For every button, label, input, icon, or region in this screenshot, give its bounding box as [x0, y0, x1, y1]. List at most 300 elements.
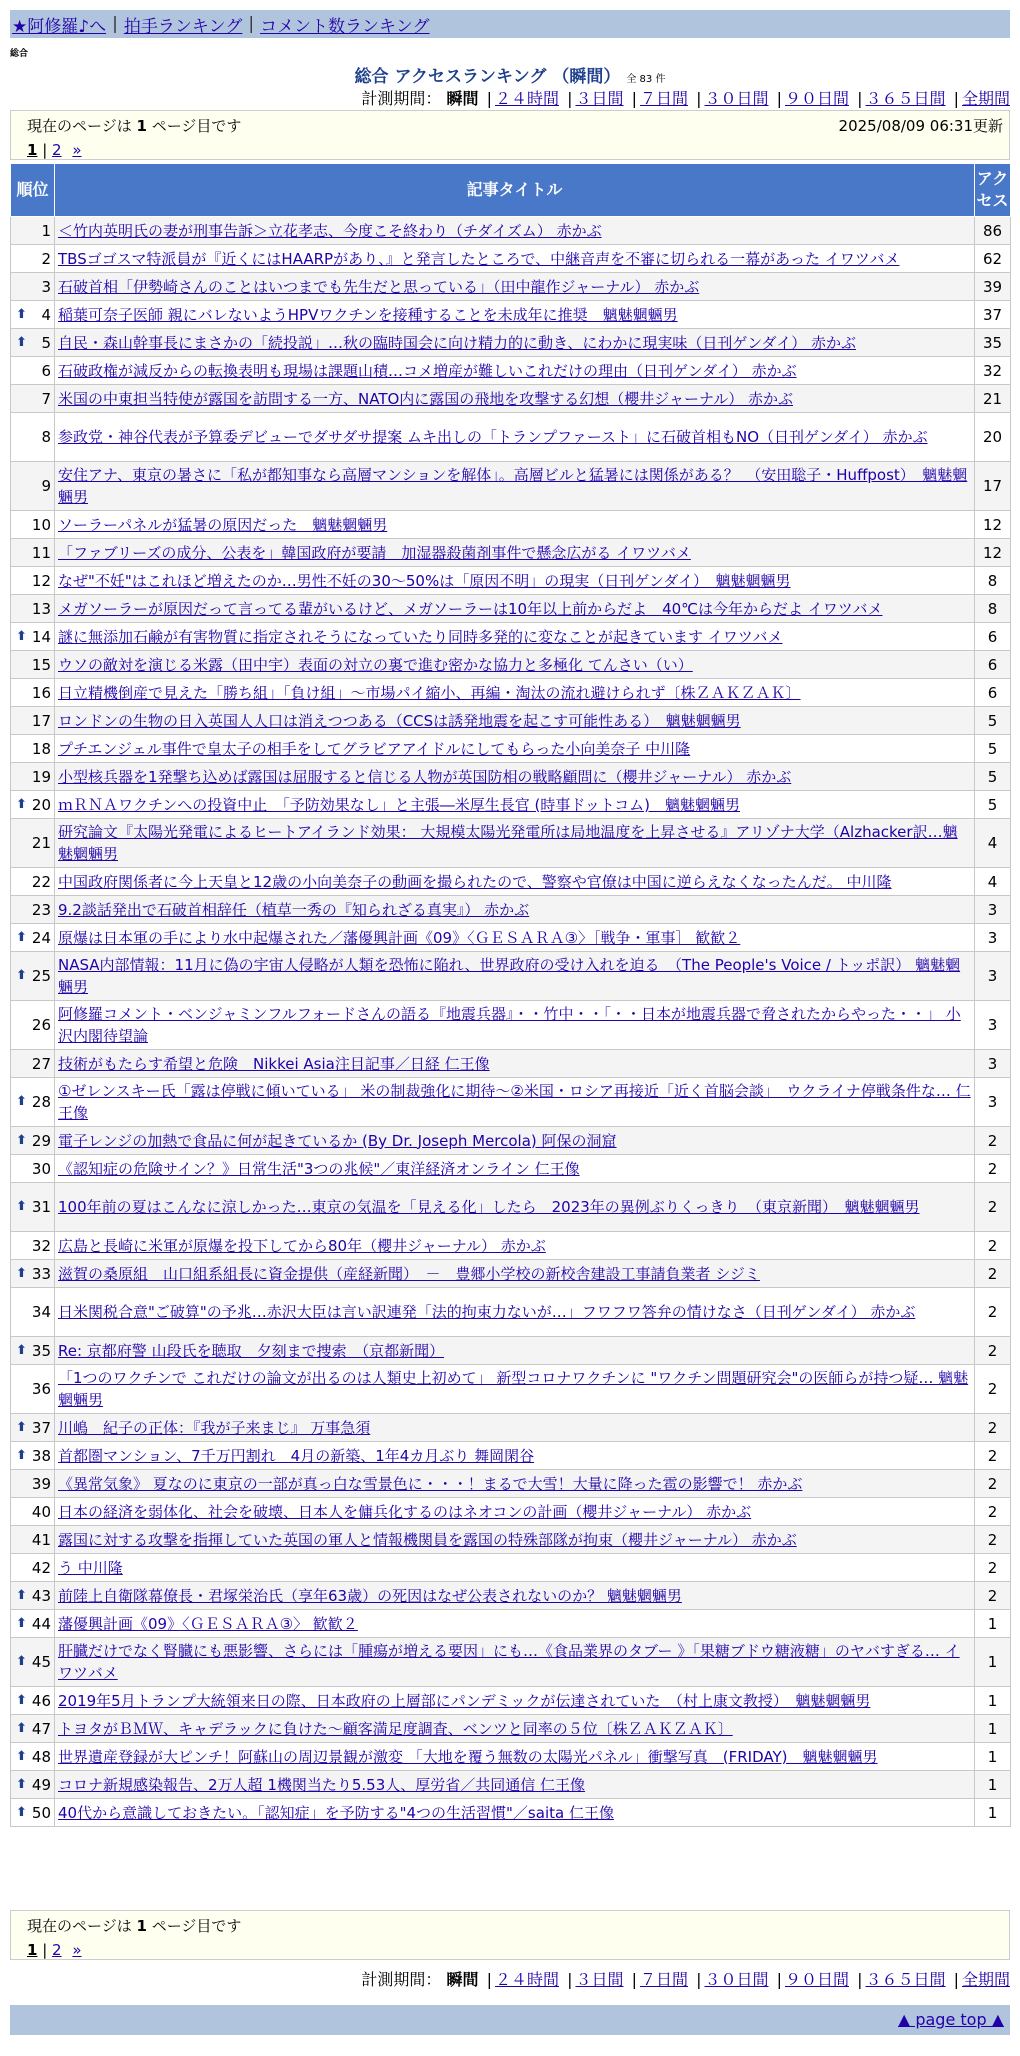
table-row — [11, 1337, 1011, 1365]
article-link[interactable]: Re: 京都府警 山段氏を聴取 夕刻まで捜索 （京都新聞） — [58, 1341, 445, 1360]
rank-number: 42 — [31, 1558, 51, 1577]
rank-cell — [11, 623, 55, 651]
title-cell — [55, 1554, 975, 1582]
page-title — [0, 62, 1020, 87]
rank-number: 49 — [31, 1775, 51, 1794]
article-link[interactable]: ウソの敵対を演じる米露（田中宇）表面の対立の裏で進む密かな協力と多極化 てんさい（い） — [58, 655, 693, 674]
period-365d[interactable]: ３６５日間 — [865, 1970, 946, 1989]
access-count: 3 — [975, 952, 1011, 1001]
table-row — [11, 217, 1011, 245]
article-link[interactable]: 「1つのワクチンで これだけの論文が出るのは人類史上初めて」 新型コロナワクチンに "ワクチン問題研究会"の医師らが持つ疑… 魑魅魍魎男 — [58, 1369, 969, 1409]
rank-number: 3 — [41, 277, 51, 296]
title-cell — [55, 511, 975, 539]
access-count: 32 — [975, 357, 1011, 385]
rank-cell — [11, 735, 55, 763]
rank-number: 35 — [31, 1341, 51, 1360]
rank-cell — [11, 763, 55, 791]
article-link[interactable]: 技術がもたらす希望と危険 Nikkei Asia注目記事／日経 仁王像 — [58, 1054, 490, 1073]
rank-cell — [11, 896, 55, 924]
period-365d[interactable]: ３６５日間 — [865, 89, 946, 108]
table-row — [11, 245, 1011, 273]
access-count: 2 — [975, 1288, 1011, 1337]
rank-cell — [11, 595, 55, 623]
table-row — [11, 1470, 1011, 1498]
table-row — [11, 651, 1011, 679]
page-2-link[interactable]: 2 — [52, 1941, 62, 1959]
article-link[interactable]: 電子レンジの加熱で食品に何が起きているか (By Dr. Joseph Mercola) 阿保の洞窟 — [58, 1131, 617, 1150]
article-link[interactable]: なぜ"不妊"はこれほど増えたのか…男性不妊の30～50%は「原因不明」の現実（日刊ゲンダイ） 魑魅魍魎男 — [58, 571, 791, 590]
table-row — [11, 567, 1011, 595]
rank-cell — [11, 1078, 55, 1127]
access-count: 4 — [975, 868, 1011, 896]
page-info-top — [10, 110, 1010, 160]
rank-number: 48 — [31, 1747, 51, 1766]
rank-number: 20 — [31, 795, 51, 814]
rank-number: 39 — [31, 1474, 51, 1493]
title-cell — [55, 1050, 975, 1078]
rank-cell — [11, 679, 55, 707]
access-count: 6 — [975, 623, 1011, 651]
title-cell — [55, 357, 975, 385]
article-link[interactable]: 謎に無添加石鹸が有害物質に指定されそうになっていたり同時多発的に変なことが起きています イワツバメ — [58, 627, 783, 646]
period-all[interactable]: 全期間 — [961, 89, 1010, 108]
title-cell — [55, 1771, 975, 1799]
article-link[interactable]: トヨタがＢＭＷ、キャデラックに負けた～顧客満足度調査、ベンツと同率の５位〔株ＺＡＫＺＡＫ〕 — [58, 1719, 733, 1738]
table-row — [11, 385, 1011, 413]
rank-cell — [11, 1155, 55, 1183]
table-row — [11, 1582, 1011, 1610]
article-link[interactable]: プチエンジェル事件で皇太子の相手をしてグラビアアイドルにしてもらった小向美奈子 中川隆 — [58, 739, 691, 758]
period-30d[interactable]: ３０日間 — [704, 1970, 769, 1989]
rank-cell — [11, 1498, 55, 1526]
access-count: 4 — [975, 819, 1011, 868]
period-all[interactable]: 全期間 — [961, 1970, 1010, 1989]
period-3d[interactable]: ３日間 — [575, 89, 624, 108]
table-row — [11, 819, 1011, 868]
article-link[interactable]: 「ファブリーズの成分、公表を」韓国政府が要請 加湿器殺菌剤事件で懸念広がる イワツバメ — [58, 543, 691, 562]
title-cell — [55, 1183, 975, 1232]
table-row — [11, 1050, 1011, 1078]
table-row — [11, 1260, 1011, 1288]
article-link[interactable]: 世界遺産登録が大ピンチ！阿蘇山の周辺景観が激変 「大地を覆う無数の太陽光パネル」衝撃写真 (FRIDAY) 魑魅魍魎男 — [58, 1747, 878, 1766]
article-link[interactable]: ソーラーパネルが猛暑の原因だった 魑魅魍魎男 — [58, 515, 388, 534]
rank-up-arrow-icon: ⬆ — [16, 1720, 27, 1736]
period-30d[interactable]: ３０日間 — [704, 89, 769, 108]
total-count: 全 83 件 — [626, 74, 666, 85]
period-3d[interactable]: ３日間 — [575, 1970, 624, 1989]
title-cell — [55, 1078, 975, 1127]
rank-cell — [11, 1582, 55, 1610]
article-link[interactable]: 《異常気象》 夏なのに東京の一部が真っ白な雪景色に・・・！まるで大雪！大量に降った雹の影響で！ 赤かぶ — [58, 1474, 803, 1493]
table-row — [11, 329, 1011, 357]
table-row — [11, 924, 1011, 952]
title-cell — [55, 679, 975, 707]
title-cell — [55, 763, 975, 791]
table-row — [11, 707, 1011, 735]
rank-up-arrow-icon: ⬆ — [16, 1132, 27, 1148]
rank-number: 5 — [41, 333, 51, 352]
article-link[interactable]: ｍＲＮＡワクチンへの投資中止 「予防効果なし」と主張―米厚生長官 (時事ドットコム) 魑魅魍魎男 — [58, 795, 741, 814]
access-count: 39 — [975, 273, 1011, 301]
title-cell — [55, 707, 975, 735]
title-cell — [55, 1638, 975, 1687]
access-count: 2 — [975, 1183, 1011, 1232]
access-count: 2 — [975, 1127, 1011, 1155]
access-count: 1 — [975, 1715, 1011, 1743]
article-link[interactable]: 阿修羅コメント・ベンジャミンフルフォードさんの語る『地震兵器』・・竹中・・「・・日本が地震兵器で脅されたからやった・・」 小沢内閣待望論 — [58, 1005, 961, 1045]
rank-number: 46 — [31, 1691, 51, 1710]
table-row — [11, 763, 1011, 791]
page-top-link[interactable]: ▲ page top ▲ — [897, 2010, 1004, 2029]
rank-number: 16 — [31, 683, 51, 702]
title-cell — [55, 1582, 975, 1610]
article-link[interactable]: 小型核兵器を1発撃ち込めば露国は屈服すると信じる人物が英国防相の戦略顧問に（櫻井ジャーナル） 赤かぶ — [58, 767, 792, 786]
nav-link-clap-ranking[interactable]: 拍手ランキング — [123, 16, 243, 37]
rank-number: 47 — [31, 1719, 51, 1738]
rank-cell — [11, 511, 55, 539]
rank-up-arrow-icon: ⬆ — [16, 796, 27, 812]
article-link[interactable]: ①ゼレンスキー氏「露は停戦に傾いている」 米の制裁強化に期待～②米国・ロシア再接近「近く首脳会談」 ウクライナ停戦条件な… 仁王像 — [58, 1082, 971, 1122]
access-count: 62 — [975, 245, 1011, 273]
current-page-text: 現在のページは 1 ページ目です — [27, 117, 242, 135]
access-count: 3 — [975, 924, 1011, 952]
article-link[interactable]: 石破首相「伊勢崎さんのことはいつまでも先生だと思っている」（田中龍作ジャーナル） 赤かぶ — [58, 277, 700, 296]
table-row — [11, 1715, 1011, 1743]
article-link[interactable]: 米国の中東担当特使が露国を訪問する一方、NATO内に露国の飛地を攻撃する幻想（櫻井ジャーナル） 赤かぶ — [58, 389, 794, 408]
title-cell — [55, 1001, 975, 1050]
access-count: 3 — [975, 896, 1011, 924]
rank-number: 25 — [31, 967, 51, 985]
rank-up-arrow-icon: ⬆ — [16, 1447, 27, 1463]
article-link[interactable]: 9.2談話発出で石破首相辞任（植草一秀の『知られざる真実』） 赤かぶ — [58, 900, 530, 919]
article-link[interactable]: 露国に対する攻撃を指揮していた英国の軍人と情報機関員を露国の特殊部隊が拘束（櫻井ジャーナル） 赤かぶ — [58, 1530, 797, 1549]
article-link[interactable]: 研究論文『太陽光発電によるヒートアイランド効果： 大規模太陽光発電所は局地温度を上昇させる』アリゾナ大学（Alzhacker訳…魑魅魍魎男 — [58, 823, 958, 863]
article-link[interactable]: 中国政府関係者に今上天皇と12歳の小向美奈子の動画を撮られたので、警察や官僚は中国に逆らえなくなったんだ。 中川隆 — [58, 872, 892, 891]
rank-number: 12 — [31, 571, 51, 590]
rank-number: 2 — [41, 249, 51, 268]
access-count: 86 — [975, 217, 1011, 245]
article-link[interactable]: 藩優興計画《09》〈ＧＥＳＡＲＡ③〉 歓歓２ — [58, 1614, 358, 1633]
access-count: 2 — [975, 1365, 1011, 1414]
access-count: 1 — [975, 1799, 1011, 1827]
rank-number: 17 — [31, 711, 51, 730]
table-row — [11, 357, 1011, 385]
rank-cell — [11, 245, 55, 273]
rank-number: 31 — [31, 1198, 51, 1216]
article-link[interactable]: 自民・森山幹事長にまさかの「続投説」…秋の臨時国会に向け精力的に動き、にわかに現実味（日刊ゲンダイ） 赤かぶ — [58, 333, 856, 352]
article-link[interactable]: 肝臓だけでなく腎臓にも悪影響、さらには「腫瘍が増える要因」にも…《食品業界のタブー 》「果糖ブドウ糖液糖」のヤバすぎる… イワツバメ — [58, 1642, 960, 1682]
article-link[interactable]: 《認知症の危険サイン？》日常生活"3つの兆候"／東洋経済オンライン 仁王像 — [58, 1159, 580, 1178]
table-row — [11, 735, 1011, 763]
article-link[interactable]: コロナ新規感染報告、2万人超 1機関当たり5.53人、厚労省／共同通信 仁王像 — [58, 1775, 586, 1794]
nav-separator: | — [248, 14, 255, 34]
rank-cell — [11, 1001, 55, 1050]
title-cell — [55, 385, 975, 413]
period-24h[interactable]: ２４時間 — [494, 89, 559, 108]
rank-cell — [11, 1183, 55, 1232]
next-page-link[interactable]: » — [72, 141, 82, 159]
article-link[interactable]: 前陸上自衛隊幕僚長・君塚栄治氏（享年63歳）の死因はなぜ公表されないのか？ 魑魅魍魎男 — [58, 1586, 682, 1605]
table-row — [11, 868, 1011, 896]
table-row — [11, 1078, 1011, 1127]
article-link[interactable]: 石破政権が減反からの転換表明も現場は課題山積…コメ増産が難しいこれだけの理由（日刊ゲンダイ） 赤かぶ — [58, 361, 797, 380]
article-link[interactable]: 2019年5月トランプ大統領来日の際、日本政府の上層部にパンデミックが伝達されていた （村上康文教授） 魑魅魍魎男 — [58, 1691, 871, 1710]
rank-cell — [11, 651, 55, 679]
updated-time: 2025/08/09 06:31更新 — [838, 117, 1003, 135]
access-count: 2 — [975, 1526, 1011, 1554]
title-cell — [55, 924, 975, 952]
nav-link-asyura[interactable]: ★阿修羅♪へ — [12, 16, 107, 37]
table-row — [11, 1771, 1011, 1799]
rank-up-arrow-icon: ⬆ — [16, 1804, 27, 1820]
title-cell — [55, 567, 975, 595]
rank-number: 23 — [31, 900, 51, 919]
table-row — [11, 1365, 1011, 1414]
rank-cell — [11, 539, 55, 567]
rank-number: 27 — [31, 1054, 51, 1073]
rank-cell — [11, 1365, 55, 1414]
period-current: 瞬間 — [446, 89, 479, 108]
access-count: 1 — [975, 1743, 1011, 1771]
page-2-link[interactable]: 2 — [52, 141, 62, 159]
title-cell — [55, 952, 975, 1001]
rank-cell — [11, 1526, 55, 1554]
period-label: 計測期間： — [361, 1970, 442, 1989]
access-count: 1 — [975, 1687, 1011, 1715]
rank-up-arrow-icon: ⬆ — [16, 1265, 27, 1281]
period-90d[interactable]: ９０日間 — [784, 1970, 849, 1989]
rank-cell — [11, 301, 55, 329]
rank-number: 13 — [31, 599, 51, 618]
title-cell — [55, 1687, 975, 1715]
period-current: 瞬間 — [446, 1970, 479, 1989]
rank-up-arrow-icon: ⬆ — [16, 306, 27, 322]
access-count: 8 — [975, 567, 1011, 595]
period-label: 計測期間： — [361, 89, 442, 108]
table-row — [11, 1743, 1011, 1771]
rank-number: 1 — [41, 221, 51, 240]
access-count: 21 — [975, 385, 1011, 413]
access-count: 2 — [975, 1232, 1011, 1260]
rank-cell — [11, 1554, 55, 1582]
article-link[interactable]: 40代から意識しておきたい。「認知症」を予防する"4つの生活習慣"／saita 仁王像 — [58, 1803, 614, 1822]
pagination: 1 | 2 » — [27, 141, 82, 159]
ranking-table — [10, 163, 1011, 1827]
title-cell — [55, 1337, 975, 1365]
table-row — [11, 1442, 1011, 1470]
rank-cell — [11, 273, 55, 301]
table-row — [11, 301, 1011, 329]
header-title: 記事タイトル — [55, 164, 975, 217]
period-24h[interactable]: ２４時間 — [494, 1970, 559, 1989]
access-count: 2 — [975, 1414, 1011, 1442]
period-7d[interactable]: ７日間 — [639, 89, 688, 108]
article-link[interactable]: 日立精機倒産で見えた「勝ち組」「負け組」～市場パイ縮小、再編・淘汰の流れ避けられず〔株ＺＡＫＺＡＫ〕 — [58, 683, 801, 702]
article-link[interactable]: ロンドンの生物の日入英国人人口は消えつつある（CCSは誘発地震を起こす可能性ある） 魑魅魍魎男 — [58, 711, 741, 730]
title-cell — [55, 1365, 975, 1414]
rank-cell — [11, 385, 55, 413]
article-link[interactable]: う 中川隆 — [58, 1558, 123, 1577]
table-row — [11, 462, 1011, 511]
title-cell — [55, 329, 975, 357]
rank-number: 14 — [31, 627, 51, 646]
access-count: 6 — [975, 679, 1011, 707]
title-cell — [55, 462, 975, 511]
header-rank: 順位 — [11, 164, 55, 217]
rank-cell — [11, 567, 55, 595]
rank-cell — [11, 1260, 55, 1288]
rank-cell — [11, 1771, 55, 1799]
rank-cell — [11, 924, 55, 952]
rank-number: 22 — [31, 872, 51, 891]
access-count: 1 — [975, 1610, 1011, 1638]
table-row — [11, 623, 1011, 651]
access-count: 12 — [975, 539, 1011, 567]
access-count: 3 — [975, 1050, 1011, 1078]
access-count: 20 — [975, 413, 1011, 462]
title-cell — [55, 413, 975, 462]
rank-number: 34 — [31, 1303, 51, 1321]
table-row — [11, 952, 1011, 1001]
article-link[interactable]: 安住アナ、東京の暑さに「私が都知事なら高層マンションを解体」。高層ビルと猛暑には関係がある？ （安田聡子・Huffpost） 魑魅魍魎男 — [58, 466, 968, 506]
access-count: 35 — [975, 329, 1011, 357]
page-1-current: 1 — [27, 141, 38, 159]
table-header-row — [11, 164, 1011, 217]
table-row — [11, 1288, 1011, 1337]
table-row — [11, 791, 1011, 819]
rank-cell — [11, 462, 55, 511]
next-page-link[interactable]: » — [72, 1941, 82, 1959]
article-link[interactable]: 参政党・神谷代表が予算委デビューでダサダサ提案 ムキ出しの「トランプファースト」に石破首相もNO（日刊ゲンダイ） 赤かぶ — [58, 428, 928, 446]
access-count: 2 — [975, 1554, 1011, 1582]
title-cell — [55, 1470, 975, 1498]
nav-separator: | — [112, 14, 118, 34]
rank-number: 18 — [31, 739, 51, 758]
header-access: アクセス — [975, 164, 1011, 217]
rank-up-arrow-icon: ⬆ — [16, 628, 27, 644]
title-cell — [55, 217, 975, 245]
rank-cell — [11, 1470, 55, 1498]
rank-cell — [11, 1288, 55, 1337]
rank-number: 40 — [31, 1502, 51, 1521]
title-cell — [55, 539, 975, 567]
rank-number: 10 — [31, 515, 51, 534]
rank-cell — [11, 1414, 55, 1442]
rank-cell — [11, 1715, 55, 1743]
title-cell — [55, 896, 975, 924]
rank-number: 28 — [31, 1093, 51, 1111]
rank-number: 19 — [31, 767, 51, 786]
rank-cell — [11, 1799, 55, 1827]
title-cell — [55, 1610, 975, 1638]
article-link[interactable]: 日本の経済を弱体化、社会を破壊、日本人を傭兵化するのはネオコンの計画（櫻井ジャーナル） 赤かぶ — [58, 1502, 752, 1521]
access-count: 37 — [975, 301, 1011, 329]
rank-number: 6 — [41, 361, 51, 380]
rank-cell — [11, 868, 55, 896]
rank-cell — [11, 952, 55, 1001]
rank-cell — [11, 1687, 55, 1715]
rank-up-arrow-icon: ⬆ — [16, 334, 27, 350]
period-selector-top: 計測期間： 瞬間 | ２４時間 | ３日間 | ７日間 | ３０日間 | ９０日間 | ３６５日間 | 全期間 — [361, 89, 1010, 108]
title-cell — [55, 1442, 975, 1470]
rank-number: 8 — [41, 428, 51, 446]
rank-up-arrow-icon: ⬆ — [16, 929, 27, 945]
title-cell — [55, 245, 975, 273]
article-link[interactable]: TBSゴゴスマ特派員が『近くにはHAARPがあり、』と発言したところで、中継音声を不審に切られる一幕があった イワツバメ — [58, 249, 900, 268]
article-link[interactable]: NASA内部情報：11月に偽の宇宙人侵略が人類を恐怖に陥れ、世界政府の受け入れを迫る （The People's Voice / トッポ訳） 魑魅魍魎男 — [58, 956, 961, 996]
article-link[interactable]: 100年前の夏はこんなに涼しかった…東京の気温を「見える化」したら 2023年の異例ぶりくっきり （東京新聞） 魑魅魍魎男 — [58, 1198, 920, 1216]
table-row — [11, 511, 1011, 539]
rank-up-arrow-icon: ⬆ — [16, 1654, 27, 1669]
article-link[interactable]: メガソーラーが原因だって言ってる輩がいるけど、メガソーラーは10年以上前からだよ 40℃は今年からだよ イワツバメ — [58, 599, 883, 618]
table-row — [11, 1610, 1011, 1638]
article-link[interactable]: 原爆は日本軍の手により水中起爆された／藩優興計画《09》〈ＧＥＳＡＲＡ③〉［戦争・軍事］ 歓歓２ — [58, 928, 741, 947]
access-count: 2 — [975, 1498, 1011, 1526]
article-link[interactable]: 首都圏マンション、7千万円割れ 4月の新築、1年4カ月ぶり 舞岡閑谷 — [58, 1446, 535, 1465]
access-count: 2 — [975, 1470, 1011, 1498]
access-count: 2 — [975, 1337, 1011, 1365]
table-row — [11, 1687, 1011, 1715]
rank-number: 15 — [31, 655, 51, 674]
article-link[interactable]: 稲葉可奈子医師 親にバレないようHPVワクチンを接種することを未成年に推奨 魑魅魍魎男 — [58, 305, 678, 324]
rank-cell — [11, 1127, 55, 1155]
footer-bar — [10, 2005, 1010, 2035]
table-row — [11, 413, 1011, 462]
category-label: 総合 — [10, 49, 29, 59]
access-count: 5 — [975, 763, 1011, 791]
table-row — [11, 679, 1011, 707]
rank-number: 32 — [31, 1236, 51, 1255]
title-cell — [55, 1260, 975, 1288]
article-link[interactable]: 広島と長崎に米軍が原爆を投下してから80年（櫻井ジャーナル） 赤かぶ — [58, 1236, 546, 1255]
article-link[interactable]: 滋賀の桑原組 山口組系組長に資金提供（産経新聞） － 豊郷小学校の新校舎建設工事請負業者 シジミ — [58, 1264, 760, 1283]
title-cell — [55, 651, 975, 679]
period-selector-bottom: 計測期間： 瞬間 | ２４時間 | ３日間 | ７日間 | ３０日間 | ９０日間 | ３６５日間 | 全期間 — [361, 1970, 1010, 1989]
access-count: 2 — [975, 1260, 1011, 1288]
access-count: 12 — [975, 511, 1011, 539]
rank-cell — [11, 1743, 55, 1771]
rank-cell — [11, 413, 55, 462]
rank-up-arrow-icon: ⬆ — [16, 968, 27, 983]
article-link[interactable]: 川嶋 紀子の正体：『我が子来まじ』 万事急須 — [58, 1418, 371, 1437]
rank-up-arrow-icon: ⬆ — [16, 1419, 27, 1435]
table-row — [11, 1526, 1011, 1554]
table-row — [11, 1001, 1011, 1050]
rank-number: 50 — [31, 1803, 51, 1822]
period-7d[interactable]: ７日間 — [639, 1970, 688, 1989]
rank-number: 29 — [31, 1131, 51, 1150]
access-count: 8 — [975, 595, 1011, 623]
rank-number: 43 — [31, 1586, 51, 1605]
rank-number: 9 — [41, 477, 51, 495]
nav-link-comment-ranking[interactable]: コメント数ランキング — [260, 16, 430, 37]
table-row — [11, 273, 1011, 301]
rank-up-arrow-icon: ⬆ — [16, 1587, 27, 1603]
rank-number: 44 — [31, 1614, 51, 1633]
pagination: 1 | 2 » — [27, 1941, 82, 1959]
article-link[interactable]: 日米関税合意"ご破算"の予兆…赤沢大臣は言い訳連発「法的拘束力ないが…」フワフワ答弁の情けなさ（日刊ゲンダイ） 赤かぶ — [58, 1303, 916, 1321]
title-cell — [55, 1288, 975, 1337]
rank-cell — [11, 1050, 55, 1078]
table-row — [11, 1799, 1011, 1827]
rank-cell — [11, 791, 55, 819]
title-cell — [55, 791, 975, 819]
title-cell — [55, 1155, 975, 1183]
title-cell — [55, 1526, 975, 1554]
article-link[interactable]: ＜竹内英明氏の妻が刑事告訴＞立花孝志、今度こそ終わり（チダイズム） 赤かぶ — [58, 221, 602, 240]
title-cell — [55, 868, 975, 896]
period-90d[interactable]: ９０日間 — [784, 89, 849, 108]
